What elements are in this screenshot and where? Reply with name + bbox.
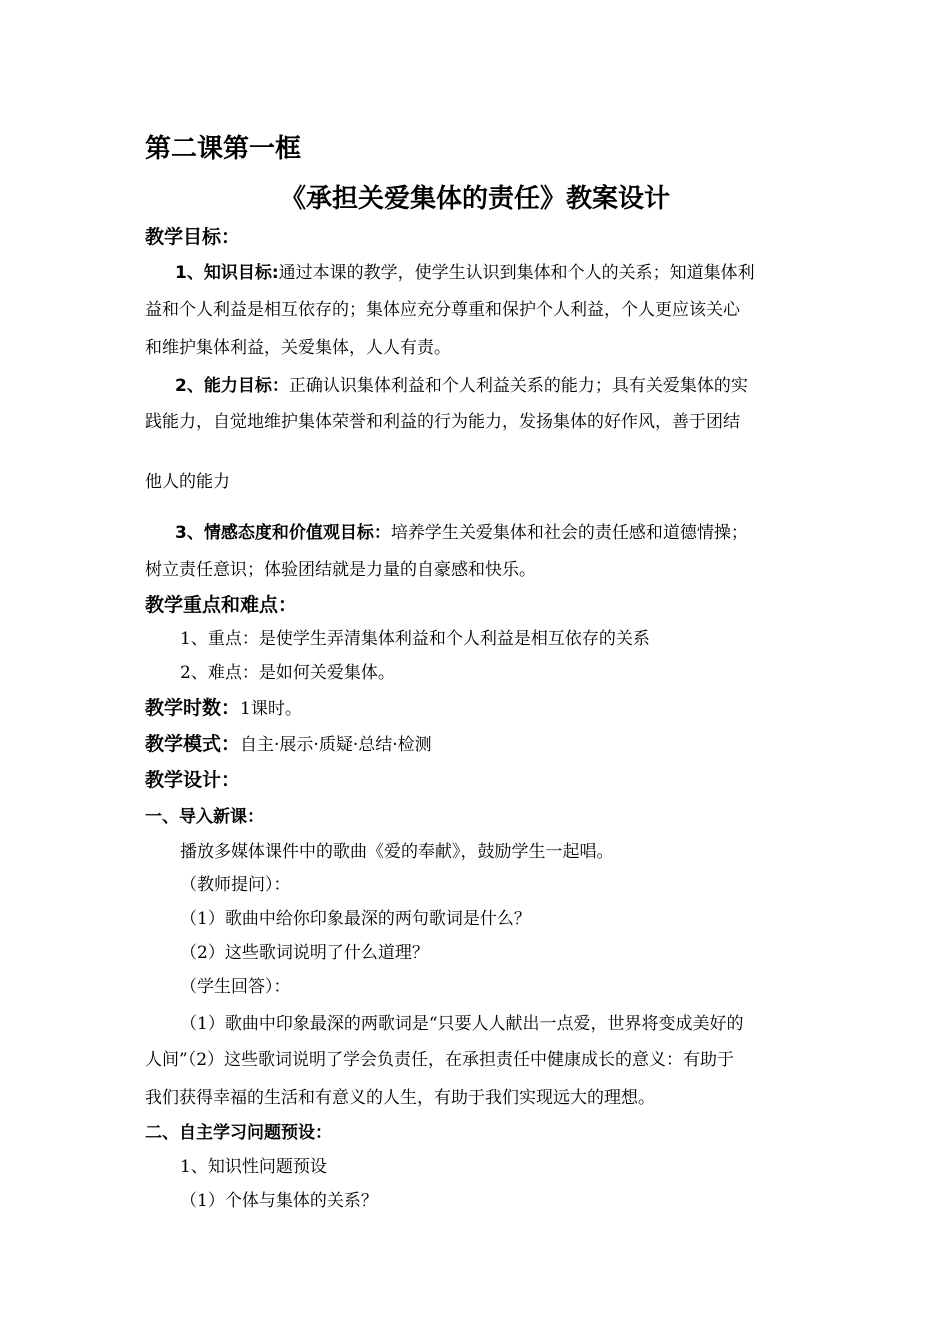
mode-value: 自主·展示·质疑·总结·检测 — [240, 735, 432, 755]
keypoints-heading: 教学重点和难点： — [145, 594, 298, 616]
emotion-objective-text1: 培养学生关爱集体和社会的责任感和道德情操； — [390, 523, 748, 543]
answer-line3: 我们获得幸福的生活和有意义的人生，有助于我们实现远大的理想。 — [145, 1088, 655, 1108]
mode-line — [145, 731, 810, 757]
objectives-heading: 教学目标： — [145, 226, 241, 248]
intro-heading: 一、导入新课： — [145, 807, 264, 827]
design-heading: 教学设计： — [145, 769, 241, 791]
ability-objective-line3: 他人的能力 — [145, 472, 230, 492]
ability-objective-label: 2、能力目标： — [175, 376, 289, 396]
selfstudy-item-2: （1）个体与集体的关系？ — [180, 1191, 378, 1211]
answer-line2: 人间”（2）这些歌词说明了学会负责任，在承担责任中健康成长的意义：有助于 — [145, 1050, 735, 1070]
knowledge-objective-line1 — [175, 261, 810, 285]
document-title: 《承担关爱集体的责任》教案设计 — [279, 184, 670, 214]
knowledge-objective-text1: 通过本课的教学，使学生认识到集体和个人的关系；知道集体利 — [278, 263, 755, 283]
emotion-objective-line1 — [175, 521, 810, 545]
ability-objective-line2: 践能力，自觉地维护集体荣誉和利益的行为能力，发扬集体的好作风，善于团结 — [145, 412, 740, 432]
keypoint-item-1: 1、重点：是使学生弄清集体利益和个人利益是相互依存的关系 — [180, 629, 650, 649]
question-1: （1）歌曲中给你印象最深的两句歌词是什么？ — [180, 909, 531, 929]
hours-line — [145, 695, 810, 721]
student-answer-label: （学生回答）： — [180, 977, 291, 997]
intro-line1: 播放多媒体课件中的歌曲《爱的奉献》，鼓励学生一起唱。 — [180, 842, 614, 862]
selfstudy-heading: 二、自主学习问题预设： — [145, 1123, 332, 1143]
ability-objective-text1: 正确认识集体利益和个人利益关系的能力；具有关爱集体的实 — [288, 376, 748, 396]
question-2: （2）这些歌词说明了什么道理？ — [180, 943, 429, 963]
knowledge-objective-label: 1、知识目标: — [175, 263, 279, 283]
teacher-question-label: （教师提问）： — [180, 875, 291, 895]
emotion-objective-label: 3、情感态度和价值观目标： — [175, 523, 391, 543]
knowledge-objective-line2: 益和个人利益是相互依存的；集体应充分尊重和保护个人利益，个人更应该关心 — [145, 300, 740, 320]
selfstudy-item-1: 1、知识性问题预设 — [180, 1157, 327, 1177]
knowledge-objective-line3: 和维护集体利益，关爱集体，人人有责。 — [145, 338, 451, 358]
ability-objective-line1 — [175, 374, 810, 398]
hours-label: 教学时数： — [145, 697, 241, 719]
hours-value: 1课时。 — [240, 699, 302, 719]
lesson-label: 第二课第一框 — [145, 134, 302, 164]
emotion-objective-line2: 树立责任意识；体验团结就是力量的自豪感和快乐。 — [145, 560, 536, 580]
keypoint-item-2: 2、难点：是如何关爱集体。 — [180, 663, 395, 683]
answer-line1: （1）歌曲中印象最深的两歌词是“只要人人献出一点爱，世界将变成美好的 — [180, 1014, 744, 1034]
mode-label: 教学模式： — [145, 733, 241, 755]
